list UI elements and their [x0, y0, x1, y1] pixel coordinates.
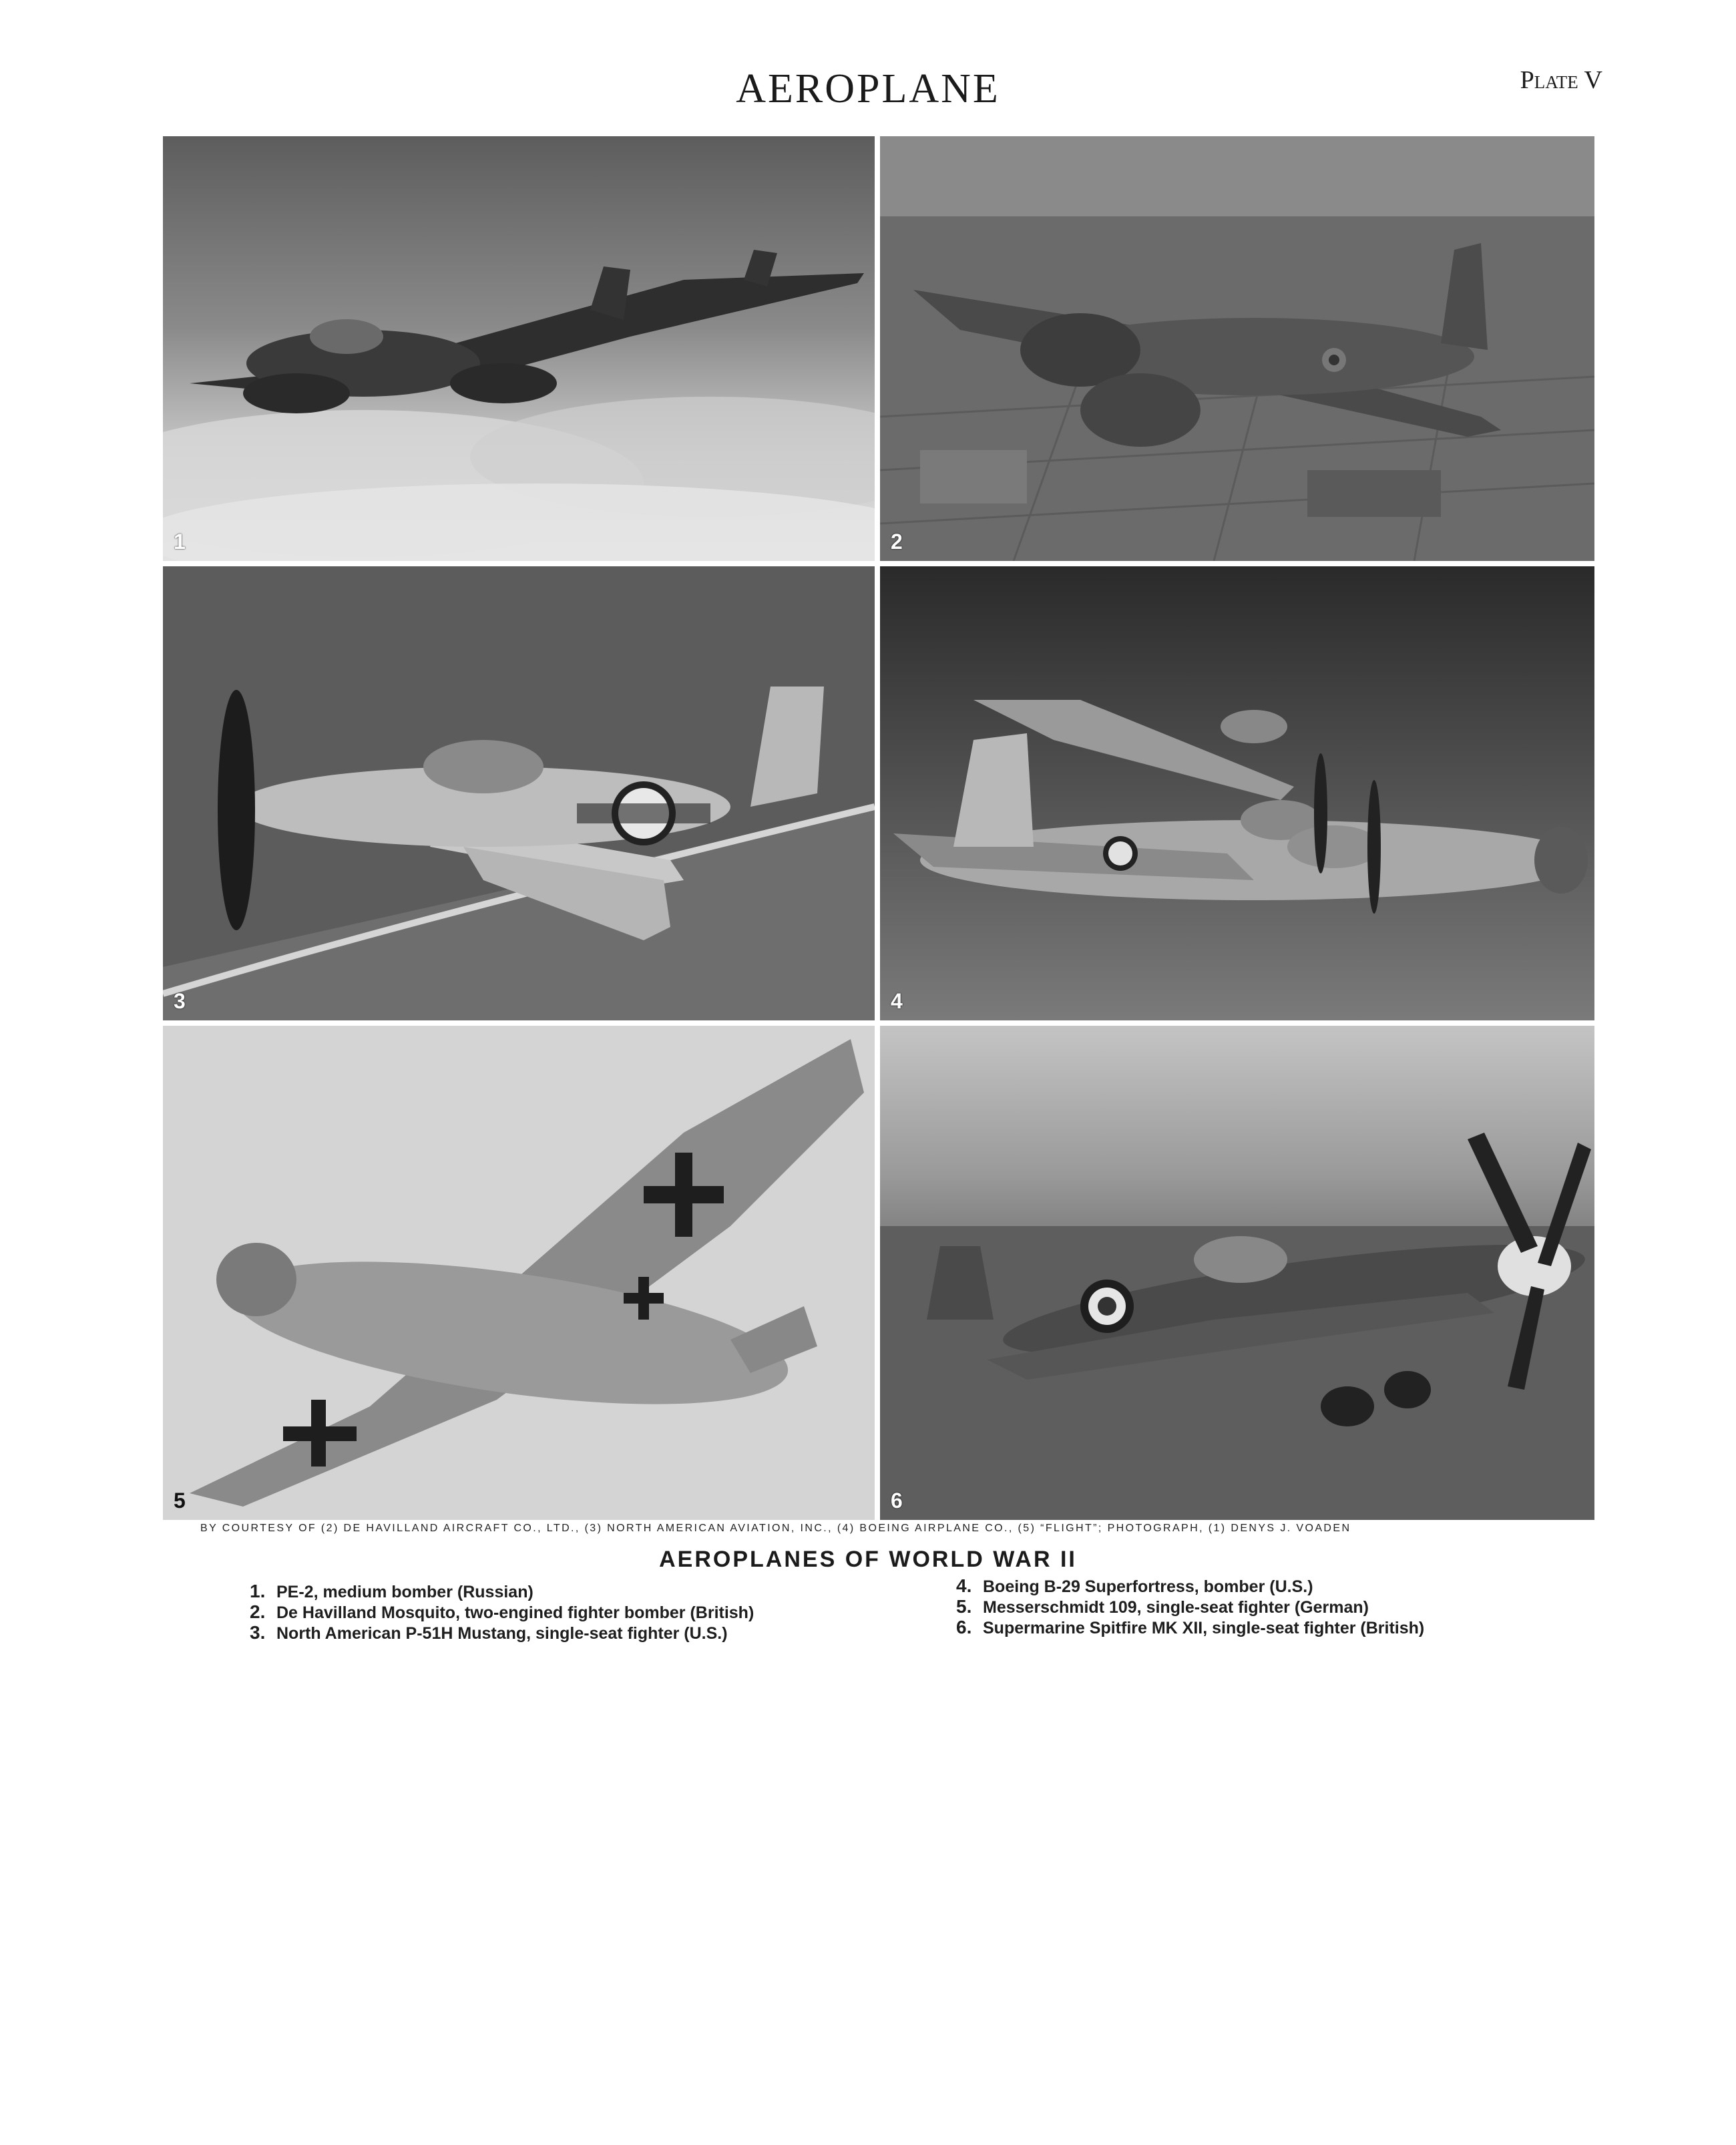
- captions-left: [250, 1581, 917, 1643]
- me109-aircraft-image: [163, 1026, 875, 1520]
- photo-number-6: 6: [891, 1489, 903, 1513]
- photo-number-5: 5: [174, 1489, 186, 1513]
- caption-3: [250, 1623, 917, 1643]
- pe2-aircraft-image: [163, 136, 875, 561]
- caption-6: [956, 1617, 1557, 1638]
- photo-number-3: 3: [174, 989, 186, 1013]
- photo-number-4: 4: [891, 989, 903, 1013]
- caption-2-number: 2.: [250, 1601, 266, 1622]
- photo-me109: [163, 1026, 875, 1520]
- photo-mosquito: [880, 136, 1594, 561]
- caption-5-number: 5.: [956, 1596, 972, 1617]
- p51h-aircraft-image: [163, 566, 875, 1020]
- caption-3-text: North American P-51H Mustang, single-seat fighter (U.S.): [276, 1624, 728, 1643]
- caption-5: [956, 1597, 1557, 1617]
- photo-p51h: [163, 566, 875, 1020]
- caption-1-number: 1.: [250, 1581, 266, 1601]
- photo-spitfire: [880, 1026, 1594, 1520]
- credit-line: BY COURTESY OF (2) DE HAVILLAND AIRCRAFT CO., LTD., (3) NORTH AMERICAN AVIATION, INC., (4) BOEING AIRPLANE CO., (5) “FLIGHT”; PHOTOGRAPH, (1) DENYS J. VOADEN: [200, 1523, 1351, 1534]
- captions-right: [956, 1576, 1557, 1638]
- caption-4-number: 4.: [956, 1575, 972, 1596]
- caption-2: [250, 1602, 917, 1623]
- photo-pe2: [163, 136, 875, 561]
- caption-4-text: Boeing B-29 Superfortress, bomber (U.S.): [983, 1577, 1313, 1596]
- caption-6-number: 6.: [956, 1617, 972, 1637]
- caption-4: [956, 1576, 1557, 1597]
- caption-6-text: Supermarine Spitfire MK XII, single-seat fighter (British): [983, 1619, 1425, 1637]
- section-heading: AEROPLANES OF WORLD WAR II: [659, 1547, 1077, 1572]
- photo-b29: [880, 566, 1594, 1020]
- photo-number-2: 2: [891, 530, 903, 554]
- caption-5-text: Messerschmidt 109, single-seat fighter (German): [983, 1598, 1369, 1617]
- photo-grid: [163, 136, 1594, 1520]
- caption-3-number: 3.: [250, 1622, 266, 1643]
- mosquito-aircraft-image: [880, 136, 1594, 561]
- photo-number-1: 1: [174, 530, 186, 554]
- page-title: AEROPLANE: [736, 66, 1000, 112]
- b29-aircraft-image: [880, 566, 1594, 1020]
- plate-label: Plate V: [1520, 66, 1602, 94]
- spitfire-aircraft-image: [880, 1026, 1594, 1520]
- caption-1-text: PE-2, medium bomber (Russian): [276, 1583, 533, 1601]
- caption-1: [250, 1581, 917, 1602]
- caption-2-text: De Havilland Mosquito, two-engined fighter bomber (British): [276, 1603, 754, 1622]
